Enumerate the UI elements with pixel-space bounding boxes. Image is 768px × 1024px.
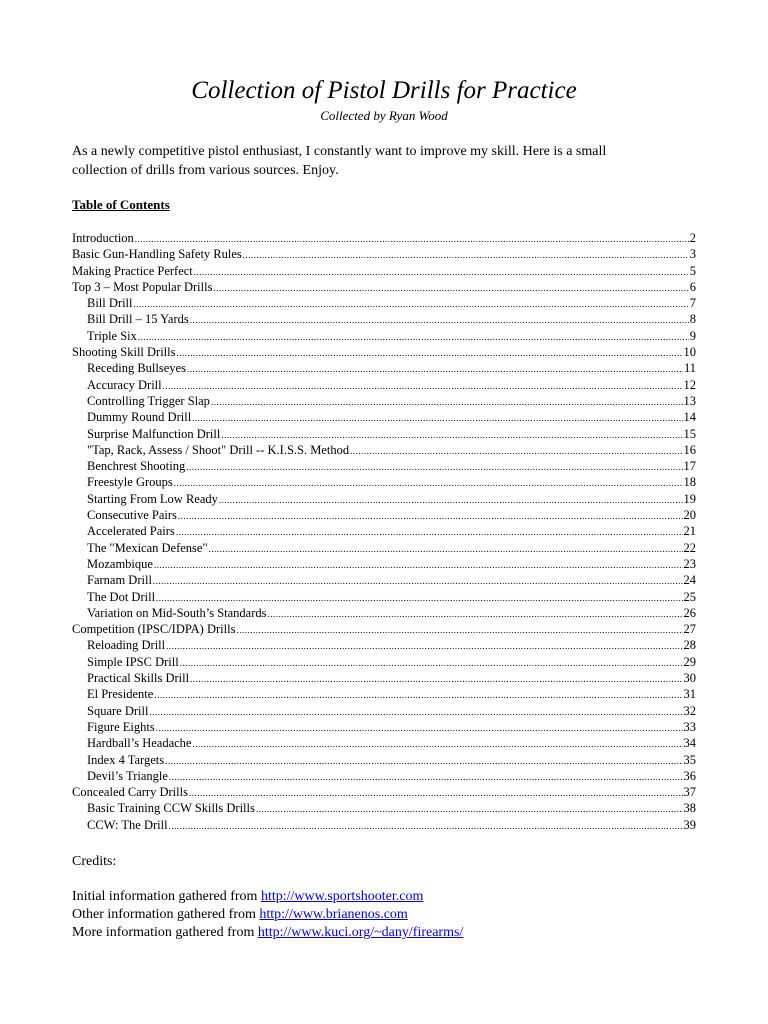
- toc-entry-page: 8: [689, 312, 696, 327]
- dot-leader: [169, 818, 683, 833]
- toc-entry-triple-six[interactable]: [72, 328, 696, 344]
- credits-heading: Credits:: [72, 854, 117, 869]
- dot-leader: [350, 443, 682, 458]
- toc-entry-receding-bullseyes[interactable]: [72, 360, 696, 376]
- document-subtitle: Collected by Ryan Wood: [320, 108, 448, 123]
- toc-entry-page: 38: [683, 801, 696, 816]
- dot-leader: [192, 410, 682, 425]
- toc-entry-label: Concealed Carry Drills: [72, 785, 188, 800]
- dot-leader: [194, 264, 689, 279]
- toc-entry-low-ready[interactable]: [72, 491, 696, 507]
- toc-entry-page: 9: [689, 328, 696, 343]
- toc-entry-page: 24: [683, 573, 696, 588]
- toc-entry-page: 6: [689, 279, 696, 294]
- toc-entry-page: 21: [683, 524, 696, 539]
- toc-entry-label: Simple IPSC Drill: [87, 654, 179, 669]
- toc-entry-page: 28: [683, 638, 696, 653]
- toc-entry-label: Controlling Trigger Slap: [87, 393, 210, 408]
- toc-entry-label: Freestyle Groups: [87, 475, 173, 490]
- toc-entry-page: 37: [683, 785, 696, 800]
- toc-entry-label: "Tap, Rack, Assess / Shoot" Drill -- K.I.S.S. Method: [87, 442, 350, 457]
- dot-leader: [154, 687, 682, 702]
- document-title: Collection of Pistol Drills for Practice: [191, 77, 577, 104]
- dot-leader: [236, 622, 682, 637]
- dot-leader: [190, 671, 682, 686]
- toc-entry-page: 14: [683, 410, 696, 425]
- dot-leader: [209, 541, 683, 556]
- toc-entry-page: 12: [683, 377, 696, 392]
- dot-leader: [192, 736, 682, 751]
- toc-entry-page: 15: [683, 426, 696, 441]
- toc-entry-label: Making Practice Perfect: [72, 263, 193, 278]
- dot-leader: [149, 704, 682, 719]
- dot-leader: [154, 557, 683, 572]
- dot-leader: [268, 606, 683, 621]
- dot-leader: [176, 524, 683, 539]
- toc-entry-hardballs-headache[interactable]: [72, 735, 696, 751]
- toc-entry-page: 22: [683, 540, 696, 555]
- toc-heading: Table of Contents: [72, 197, 170, 212]
- toc-entry-dot-drill[interactable]: [72, 589, 696, 605]
- toc-entry-label: Accuracy Drill: [87, 377, 162, 392]
- toc-entry-label: Basic Gun-Handling Safety Rules: [72, 247, 242, 262]
- dot-leader: [221, 427, 682, 442]
- toc-entry-label: Starting From Low Ready: [87, 491, 218, 506]
- table-of-contents: [72, 230, 696, 833]
- toc-entry-label: Bill Drill – 15 Yards: [87, 312, 189, 327]
- toc-entry-bill-drill-15-yards[interactable]: [72, 311, 696, 327]
- credit-prefix: Other information gathered from: [72, 907, 260, 922]
- toc-entry-page: 13: [683, 393, 696, 408]
- dot-leader: [180, 655, 683, 670]
- dot-leader: [169, 769, 683, 784]
- toc-entry-page: 33: [683, 719, 696, 734]
- toc-entry-page: 17: [683, 459, 696, 474]
- toc-entry-page: 27: [683, 622, 696, 637]
- credit-line: [72, 888, 463, 906]
- toc-entry-page: 31: [683, 687, 696, 702]
- toc-entry-page: 3: [689, 247, 696, 262]
- toc-entry-page: 36: [683, 768, 696, 783]
- toc-entry-page: 19: [683, 491, 696, 506]
- toc-entry-label: Benchrest Shooting: [87, 459, 186, 474]
- dot-leader: [177, 345, 683, 360]
- toc-entry-page: 11: [683, 361, 696, 376]
- toc-entry-label: Introduction: [72, 231, 134, 245]
- toc-entry-label: Square Drill: [87, 703, 149, 718]
- toc-entry-label: El Presidente: [87, 687, 154, 702]
- toc-entry-page: 32: [683, 703, 696, 718]
- toc-entry-top-3[interactable]: [72, 279, 696, 295]
- toc-entry-el-presidente[interactable]: [72, 686, 696, 702]
- toc-entry-page: 18: [683, 475, 696, 490]
- dot-leader: [190, 312, 689, 327]
- toc-entry-label: Hardball’s Headache: [87, 736, 192, 751]
- credit-link-kuci[interactable]: http://www.kuci.org/~dany/firearms/: [257, 925, 464, 940]
- toc-entry-label: Top 3 – Most Popular Drills: [72, 279, 213, 294]
- intro-line: collection of drills from various sources. Enjoy.: [72, 163, 339, 178]
- toc-entry-tap-rack[interactable]: [72, 442, 696, 458]
- toc-entry-safety-rules[interactable]: [72, 246, 696, 262]
- toc-entry-page: 26: [683, 605, 696, 620]
- toc-entry-mid-south-standards[interactable]: [72, 605, 696, 621]
- credit-link-sportshooter[interactable]: http://www.sportshooter.com: [260, 889, 424, 904]
- toc-entry-page: 5: [689, 263, 696, 278]
- toc-entry-introduction[interactable]: [72, 230, 696, 246]
- dot-leader: [156, 720, 683, 735]
- dot-leader: [174, 475, 683, 490]
- toc-entry-surprise-malfunction[interactable]: [72, 426, 696, 442]
- toc-entry-label: Surprise Malfunction Drill: [87, 426, 221, 441]
- dot-leader: [243, 247, 689, 262]
- toc-entry-label: Basic Training CCW Skills Drills: [87, 801, 255, 816]
- toc-entry-page: 25: [683, 589, 696, 604]
- toc-entry-label: Mozambique: [87, 556, 153, 571]
- toc-entry-accelerated-pairs[interactable]: [72, 523, 696, 539]
- toc-entry-bill-drill[interactable]: [72, 295, 696, 311]
- toc-entry-ccw-the-drill[interactable]: [72, 817, 696, 833]
- toc-entry-mexican-defense[interactable]: [72, 540, 696, 556]
- toc-entry-trigger-slap[interactable]: [72, 393, 696, 409]
- toc-entry-label: Figure Eights: [87, 719, 155, 734]
- credits-list: [72, 888, 463, 942]
- toc-entry-page: 20: [683, 508, 696, 523]
- toc-entry-page: 30: [683, 671, 696, 686]
- toc-entry-label: Devil’s Triangle: [87, 768, 168, 783]
- toc-entry-label: Variation on Mid-South’s Standards: [87, 605, 267, 620]
- toc-entry-mozambique[interactable]: [72, 556, 696, 572]
- toc-entry-label: Bill Drill: [87, 296, 133, 311]
- toc-entry-label: Accelerated Pairs: [87, 524, 175, 539]
- toc-entry-simple-ipsc[interactable]: [72, 654, 696, 670]
- credit-prefix: Initial information gathered from: [72, 889, 261, 904]
- dot-leader: [156, 590, 682, 605]
- toc-entry-label: Consecutive Pairs: [87, 508, 177, 523]
- intro-paragraph: [72, 142, 672, 180]
- toc-entry-reloading-drill[interactable]: [72, 637, 696, 653]
- dot-leader: [134, 296, 689, 311]
- toc-entry-label: Dummy Round Drill: [87, 410, 192, 425]
- toc-entry-label: The "Mexican Defense": [87, 540, 208, 555]
- toc-entry-benchrest[interactable]: [72, 458, 696, 474]
- toc-entry-label: CCW: The Drill: [87, 817, 168, 832]
- dot-leader: [187, 361, 683, 376]
- credit-line: [72, 924, 463, 942]
- toc-entry-farnam-drill[interactable]: [72, 572, 696, 588]
- toc-entry-shooting-skill-drills[interactable]: [72, 344, 696, 360]
- toc-entry-label: Reloading Drill: [87, 638, 166, 653]
- toc-entry-index-4-targets[interactable]: [72, 752, 696, 768]
- toc-entry-label: Farnam Drill: [87, 573, 152, 588]
- toc-entry-practice-perfect[interactable]: [72, 263, 696, 279]
- toc-entry-page: 23: [683, 556, 696, 571]
- toc-entry-page: 2: [689, 231, 696, 245]
- toc-entry-page: 34: [683, 736, 696, 751]
- toc-entry-label: Shooting Skill Drills: [72, 345, 176, 360]
- dot-leader: [165, 753, 682, 768]
- dot-leader: [211, 394, 683, 409]
- toc-entry-practical-skills[interactable]: [72, 670, 696, 686]
- dot-leader: [163, 378, 683, 393]
- dot-leader: [256, 801, 683, 816]
- toc-entry-page: 16: [683, 442, 696, 457]
- dot-leader: [138, 329, 689, 344]
- toc-entry-freestyle-groups[interactable]: [72, 474, 696, 490]
- dot-leader: [135, 231, 689, 246]
- credit-line: [72, 906, 463, 924]
- dot-leader: [166, 638, 682, 653]
- toc-entry-page: 29: [683, 654, 696, 669]
- toc-entry-concealed-carry[interactable]: [72, 784, 696, 800]
- toc-entry-label: Competition (IPSC/IDPA) Drills: [72, 622, 236, 637]
- dot-leader: [219, 492, 683, 507]
- toc-entry-consecutive-pairs[interactable]: [72, 507, 696, 523]
- toc-entry-competition-drills[interactable]: [72, 621, 696, 637]
- dot-leader: [213, 280, 688, 295]
- toc-entry-page: 35: [683, 752, 696, 767]
- toc-entry-square-drill[interactable]: [72, 703, 696, 719]
- dot-leader: [186, 459, 682, 474]
- toc-entry-label: The Dot Drill: [87, 589, 156, 604]
- toc-entry-label: Index 4 Targets: [87, 752, 165, 767]
- toc-entry-label: Practical Skills Drill: [87, 671, 190, 686]
- toc-entry-page: 39: [683, 817, 696, 832]
- toc-entry-page: 10: [683, 345, 696, 360]
- toc-entry-accuracy-drill[interactable]: [72, 377, 696, 393]
- credit-prefix: More information gathered from: [72, 925, 258, 940]
- toc-entry-label: Triple Six: [87, 328, 137, 343]
- dot-leader: [178, 508, 683, 523]
- intro-line: As a newly competitive pistol enthusiast, I constantly want to improve my skill. Here is a small: [72, 144, 607, 159]
- dot-leader: [153, 573, 683, 588]
- toc-entry-page: 7: [689, 296, 696, 311]
- toc-entry-dummy-round[interactable]: [72, 409, 696, 425]
- toc-entry-figure-eights[interactable]: [72, 719, 696, 735]
- toc-entry-ccw-skills[interactable]: [72, 800, 696, 816]
- credit-link-brianenos[interactable]: http://www.brianenos.com: [259, 907, 408, 922]
- toc-entry-devils-triangle[interactable]: [72, 768, 696, 784]
- toc-entry-label: Receding Bullseyes: [87, 361, 186, 376]
- dot-leader: [189, 785, 683, 800]
